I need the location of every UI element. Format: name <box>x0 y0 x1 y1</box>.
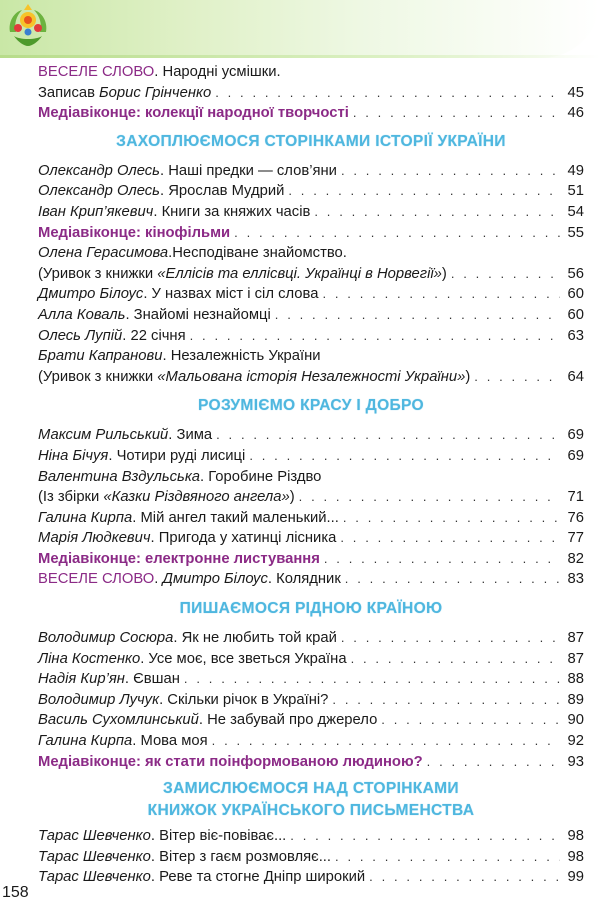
leader-dots <box>212 731 560 752</box>
entry-title: . Мій ангел такий маленький... <box>132 509 339 526</box>
entry-page: 45 <box>567 84 584 101</box>
entry-page: 64 <box>567 368 584 385</box>
closing-paren: ) <box>465 368 471 385</box>
entry-title: . Знайомі незнайомці <box>125 306 271 323</box>
entry-page: 92 <box>567 733 584 750</box>
entry-page: 77 <box>567 530 584 547</box>
entry-author: Олександр Олесь <box>38 162 160 179</box>
toc-entry[interactable] <box>38 669 584 690</box>
leader-dots <box>451 264 560 285</box>
toc-entry[interactable] <box>38 62 584 83</box>
leader-dots <box>234 223 560 244</box>
section-heading: ЗАХОПЛЮЄМОСЯ СТОРІНКАМИ ІСТОРІЇ УКРАЇНИ <box>116 132 506 150</box>
entry-author: Ніна Бічуя <box>38 447 109 464</box>
entry-page: 83 <box>567 571 584 588</box>
toc-entry[interactable] <box>38 305 584 326</box>
toc-entry[interactable] <box>38 847 584 868</box>
entry-page: 63 <box>567 327 584 344</box>
toc-entry[interactable] <box>38 264 584 285</box>
toc-media-entry[interactable] <box>38 752 584 773</box>
leader-dots <box>215 83 560 104</box>
toc-entry[interactable] <box>38 367 584 388</box>
leader-dots <box>216 425 560 446</box>
leader-dots <box>341 628 560 649</box>
entry-title: . 22 січня <box>122 327 186 344</box>
entry-page: 98 <box>567 828 584 845</box>
entry-page: 55 <box>567 224 584 241</box>
entry-title: (Із збірки <box>38 489 104 506</box>
entry-title: . Колядник <box>267 571 341 588</box>
entry-author: Дмитро Білоус <box>38 286 144 303</box>
entry-title: . Книги за княжих часів <box>153 203 311 220</box>
entry-author: Володимир Лучук <box>38 691 160 708</box>
veselе-slovo-label: ВЕСЕЛЕ СЛОВО <box>38 64 155 80</box>
leader-dots <box>474 367 560 388</box>
entry-title: . Скільки річок в Україні? <box>159 691 329 708</box>
entry-title: . Народні усмішки. <box>154 64 281 80</box>
entry-page: 87 <box>567 630 584 647</box>
entry-page: 46 <box>567 105 584 122</box>
media-title: Медіавіконце: електронне листування <box>38 550 320 567</box>
toc-entry[interactable] <box>38 83 584 104</box>
entry-author: Валентина Вздульська <box>38 468 201 485</box>
entry-author: Олена Герасимова <box>38 245 169 262</box>
entry-title: . Євшан <box>124 671 180 688</box>
entry-title: . Наші предки — слов’яни <box>159 162 337 179</box>
media-title: Медіавіконце: колекції народної творчості <box>38 105 349 122</box>
entry-page: 54 <box>567 203 584 220</box>
entry-author: Ліна Костенко <box>38 650 141 667</box>
media-title: Медіавіконце: кінофільми <box>38 224 231 241</box>
header-band <box>0 0 600 58</box>
closing-paren: ) <box>441 265 447 282</box>
entry-author: Максим Рильський <box>38 427 169 444</box>
toc-entry[interactable] <box>38 628 584 649</box>
toc-entry[interactable] <box>38 826 584 847</box>
entry-title: . Вітер з гаєм розмовляє... <box>150 848 332 865</box>
toc-entry[interactable] <box>38 649 584 670</box>
closing-paren: ) <box>289 489 295 506</box>
entry-page: 56 <box>567 265 584 282</box>
entry-author: Алла Коваль <box>38 306 126 323</box>
leader-dots <box>369 867 560 888</box>
toc-entry[interactable] <box>38 528 584 549</box>
table-of-contents <box>38 62 584 888</box>
leader-dots <box>299 487 560 508</box>
toc-entry[interactable] <box>38 326 584 347</box>
entry-title: . У назвах міст і сіл слова <box>143 286 319 303</box>
leader-dots <box>288 181 560 202</box>
toc-entry[interactable] <box>38 425 584 446</box>
toc-entry[interactable] <box>38 569 584 590</box>
leader-dots <box>290 826 560 847</box>
entry-title: Записав <box>38 84 100 101</box>
leader-dots <box>341 161 560 182</box>
entry-author: Дмитро Білоус <box>162 571 268 588</box>
toc-media-entry[interactable] <box>38 103 584 124</box>
entry-page: 60 <box>567 286 584 303</box>
leader-dots <box>381 710 560 731</box>
leader-dots <box>322 284 560 305</box>
leader-dots <box>353 103 560 124</box>
entry-title: . Горобине Різдво <box>200 468 322 485</box>
leader-dots <box>351 649 560 670</box>
entry-page: 69 <box>567 427 584 444</box>
section-heading-block <box>38 778 584 822</box>
entry-title: . Не забувай про джерело <box>198 712 378 729</box>
veselе-slovo-label: ВЕСЕЛЕ СЛОВО <box>38 571 155 588</box>
entry-title: . Чотири руді лисиці <box>108 447 246 464</box>
toc-media-entry[interactable] <box>38 549 584 570</box>
entry-title: .Несподіване знайомство. <box>168 245 347 262</box>
entry-author: Галина Кирпа <box>38 733 133 750</box>
toc-entry[interactable] <box>38 467 584 488</box>
separator: . <box>154 571 163 588</box>
entry-title: . Як не любить той край <box>173 630 337 647</box>
media-title: Медіавіконце: як стати поінформованою людиною? <box>38 753 423 770</box>
book-title: «Еллісів та еллісвці. Українці в Норвегії» <box>157 265 442 282</box>
entry-author: Борис Грінченко <box>99 84 212 101</box>
entry-author: Надія Кир’ян <box>38 671 125 688</box>
entry-title: . Усе моє, все зветься Україна <box>140 650 347 667</box>
entry-page: 71 <box>567 489 584 506</box>
entry-page: 76 <box>567 509 584 526</box>
entry-title: (Уривок з книжки <box>38 368 158 385</box>
leader-dots <box>324 549 560 570</box>
entry-author: Марія Людкевич <box>38 530 151 547</box>
entry-author: Тарас Шевченко <box>38 828 151 845</box>
page-number: 158 <box>2 884 29 901</box>
entry-title: . Мова моя <box>132 733 208 750</box>
leader-dots <box>427 752 560 773</box>
leader-dots <box>275 305 560 326</box>
leader-dots <box>332 690 560 711</box>
section-heading: РОЗУМІЄМО КРАСУ І ДОБРО <box>198 397 424 415</box>
toc-entry[interactable] <box>38 487 584 508</box>
entry-title: (Уривок з книжки <box>38 265 158 282</box>
entry-title: . Вітер віє-повіває... <box>150 828 287 845</box>
entry-author: Тарас Шевченко <box>38 848 151 865</box>
toc-entry[interactable] <box>38 690 584 711</box>
entry-page: 87 <box>567 650 584 667</box>
toc-entry[interactable] <box>38 202 584 223</box>
leader-dots <box>314 202 560 223</box>
entry-page: 90 <box>567 712 584 729</box>
toc-entry[interactable] <box>38 346 584 367</box>
entry-title: . Реве та стогне Дніпр широкий <box>150 869 366 886</box>
leader-dots <box>345 569 560 590</box>
entry-author: Галина Кирпа <box>38 509 133 526</box>
toc-entry[interactable] <box>38 710 584 731</box>
entry-page: 51 <box>567 183 584 200</box>
leader-dots <box>343 508 560 529</box>
flower-wreath-emblem-icon <box>4 2 52 50</box>
entry-author: Володимир Сосюра <box>38 630 174 647</box>
entry-page: 98 <box>567 848 584 865</box>
leader-dots <box>340 528 560 549</box>
section-heading: ПИШАЄМОСЯ РІДНОЮ КРАЇНОЮ <box>179 600 443 618</box>
entry-page: 60 <box>567 306 584 323</box>
entry-title: . Зима <box>168 427 213 444</box>
entry-page: 49 <box>567 162 584 179</box>
toc-media-entry[interactable] <box>38 223 584 244</box>
toc-entry[interactable] <box>38 446 584 467</box>
entry-author: Олександр Олесь <box>38 183 160 200</box>
section-heading-line2: КНИЖОК УКРАЇНСЬКОГО ПИСЬМЕНСТВА <box>147 802 475 820</box>
toc-entry[interactable] <box>38 731 584 752</box>
entry-title: . Пригода у хатинці лісника <box>150 530 337 547</box>
leader-dots <box>184 669 560 690</box>
toc-entry[interactable] <box>38 161 584 182</box>
entry-page: 82 <box>567 550 584 567</box>
leader-dots <box>190 326 560 347</box>
entry-page: 99 <box>567 869 584 886</box>
leader-dots <box>335 847 560 868</box>
entry-author: Василь Сухомлинський <box>38 712 199 729</box>
entry-page: 89 <box>567 691 584 708</box>
toc-entry[interactable] <box>38 284 584 305</box>
entry-title: . Ярослав Мудрий <box>159 183 285 200</box>
entry-page: 93 <box>567 753 584 770</box>
toc-entry[interactable] <box>38 243 584 264</box>
entry-author: Тарас Шевченко <box>38 869 151 886</box>
toc-entry[interactable] <box>38 508 584 529</box>
toc-entry[interactable] <box>38 867 584 888</box>
book-title: «Мальована історія Незалежності України» <box>157 368 466 385</box>
entry-author: Олесь Лупій <box>38 327 123 344</box>
book-title: «Казки Різдвяного ангела» <box>103 489 290 506</box>
entry-author: Брати Капранови <box>38 348 163 365</box>
entry-title: . Незалежність України <box>162 348 321 365</box>
leader-dots <box>249 446 560 467</box>
entry-page: 69 <box>567 447 584 464</box>
entry-page: 88 <box>567 671 584 688</box>
toc-entry[interactable] <box>38 181 584 202</box>
entry-author: Іван Крип’якевич <box>38 203 154 220</box>
section-heading: ЗАМИСЛЮЄМОСЯ НАД СТОРІНКАМИ <box>163 780 459 798</box>
